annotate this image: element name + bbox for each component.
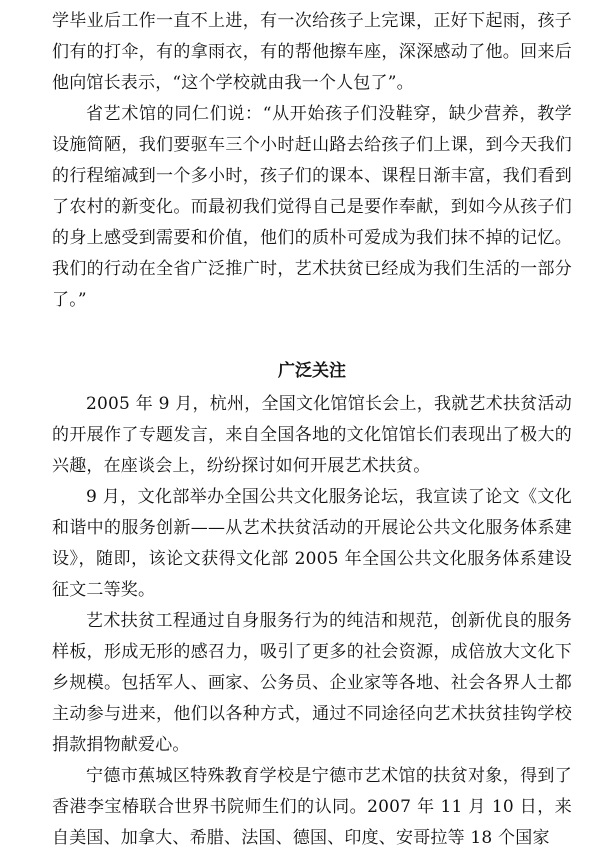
section-title: 广泛关注 bbox=[278, 361, 346, 381]
paragraph-art-museum-colleagues: 省艺术馆的同仁们说：“从开始孩子们没鞋穿，缺少营养，教学设施简陋，我们要驱车三个小时赶山路去给孩子们上课，到今天我们的行程缩减到一个多小时，孩子们的课本、课程日渐丰富，我们看到了农村的新变化。而最初我们觉得自己是要作奉献，到如今从孩子们的身上感受到需要和价值，他们的质朴可爱成为我们抹不掉的记忆。我们的行动在全省广泛推广时，艺术扶贫已经成为我们生活的一部分了。” bbox=[52, 104, 572, 310]
paragraph-forum-paper: 9 月，文化部举办全国公共文化服务论坛，我宣读了论文《文化和谐中的服务创新——从艺术扶贫活动的开展论公共文化服务体系建设》，随即，该论文获得文化部 2005 年全国公共文化服务体系建设征文二等奖。 bbox=[52, 487, 572, 600]
section-spacer bbox=[52, 316, 572, 356]
document-page bbox=[52, 6, 572, 854]
paragraph-2005-hangzhou: 2005 年 9 月，杭州，全国文化馆馆长会上，我就艺术扶贫活动的开展作了专题发言，来自全国各地的文化馆馆长们表现出了极大的兴趣，在座谈会上，纷纷探讨如何开展艺术扶贫。 bbox=[52, 394, 572, 476]
paragraph-continuation: 学毕业后工作一直不上进，有一次给孩子上完课，正好下起雨，孩子们有的打伞，有的拿雨衣，有的帮他擦车座，深深感动了他。回来后他向馆长表示，“这个学校就由我一个人包了”。 bbox=[52, 11, 572, 93]
paragraph-art-poverty-project: 艺术扶贫工程通过自身服务行为的纯洁和规范，创新优良的服务样板，形成无形的感召力，吸引了更多的社会资源，成倍放大文化下乡规模。包括军人、画家、公务员、企业家等各地、社会各界人士都主动参与进来，他们以各种方式，通过不同途径向艺术扶贫挂钩学校捐款捐物献爱心。 bbox=[52, 611, 572, 755]
paragraph-ningde-school: 宁德市蕉城区特殊教育学校是宁德市艺术馆的扶贫对象，得到了香港李宝椿联合世界书院师生们的认同。2007 年 11 月 10 日，来自美国、加拿大、希腊、法国、德国、印度、安哥拉等 18 个国家 bbox=[52, 766, 572, 848]
